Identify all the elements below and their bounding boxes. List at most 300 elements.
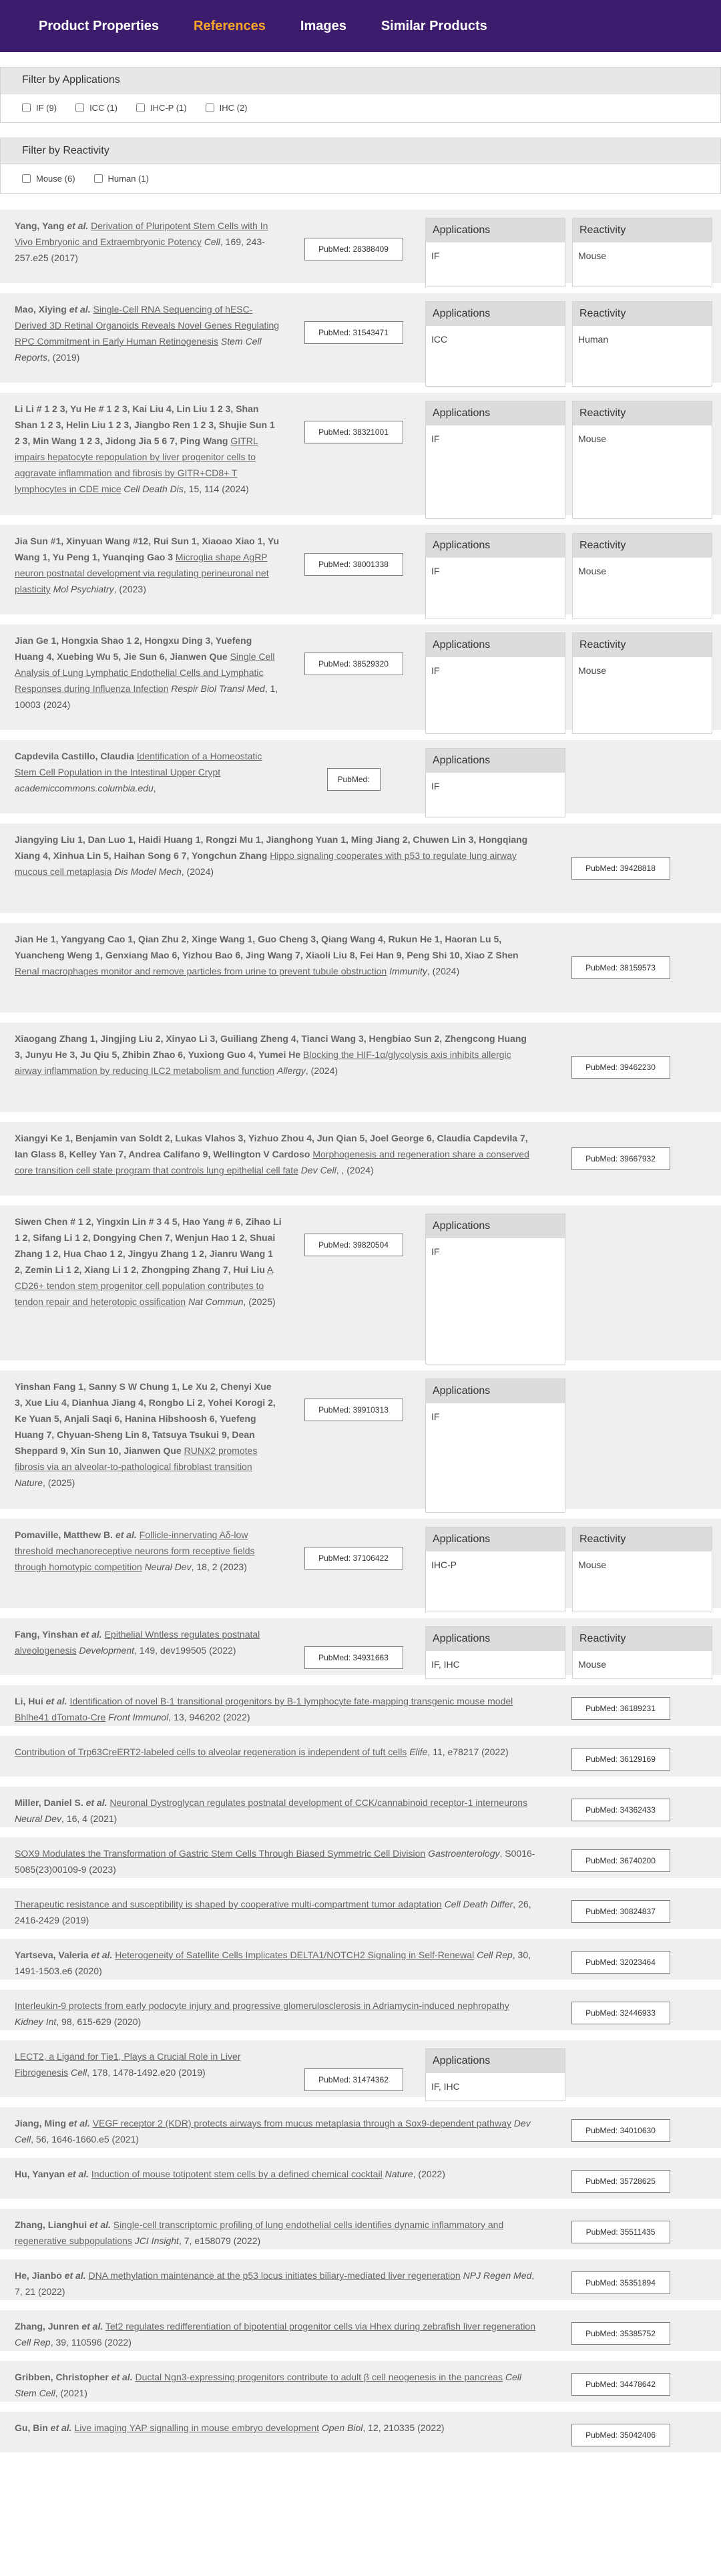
citation-volume: , 1, 10003 (2024) <box>15 683 278 710</box>
citation-volume: , (2019) <box>47 352 80 363</box>
attribute-tables <box>425 1626 712 1679</box>
citation-et-al: et al. <box>45 1696 67 1706</box>
applications-value: IF <box>431 566 440 576</box>
citation-title-link[interactable]: Derivation of Pluripotent Stem Cells with In Vivo Embryonic and Extraembryonic Potency <box>15 220 268 247</box>
citation-title-link[interactable]: Ductal Ngn3-expressing progenitors contribute to adult β cell neogenesis in the pancreas <box>135 2372 503 2382</box>
citation-title-link[interactable]: Therapeutic resistance and susceptibility is shaped by cooperative multi-compartment tumor adaptation <box>15 1899 442 1909</box>
citation-volume: , (2025) <box>43 1477 75 1488</box>
pubmed-wrap <box>282 218 425 260</box>
citation-authors: Jian He 1, Yangyang Cao 1, Qian Zhu 2, Xinge Wang 1, Guo Cheng 3, Qiang Wang 4, Rukun He 1, Haoran Lu 5, Yuancheng Weng 1, Genxiang Mao 6, Yizhou Bao 6, Jing Wang 7, Xiaoli Liu 8, Fei Han 9, Peng Shi 10, Xiao Z Shen <box>15 934 519 960</box>
citation-title-link[interactable]: A CD26+ tendon stem progenitor cell population contributes to tendon repair and heterotopic ossification <box>15 1264 274 1307</box>
reactivity-filter-checkbox-1[interactable] <box>94 174 149 184</box>
citation-authors: Zhang, Junren <box>15 2321 79 2332</box>
applications-table <box>425 2048 565 2101</box>
pubmed-wrap <box>535 2166 706 2193</box>
applications-value: IF <box>431 665 440 676</box>
citation-volume: , 98, 615-629 (2020) <box>56 2016 142 2027</box>
pubmed-button[interactable]: PubMed: 30824837 <box>571 1900 670 1923</box>
pubmed-wrap <box>535 1795 706 1821</box>
reactivity-table <box>572 401 712 519</box>
citation-journal: Open Biol <box>321 2422 363 2433</box>
reference-row <box>0 2158 721 2199</box>
reactivity-filter-checkbox-label: Mouse (6) <box>36 174 75 184</box>
pubmed-wrap <box>282 1214 425 1256</box>
applications-value: IF <box>431 250 440 261</box>
pubmed-button[interactable]: PubMed: 34478642 <box>571 2373 670 2396</box>
citation-journal: Cell Rep <box>477 1950 513 1960</box>
applications-table <box>425 1527 565 1612</box>
citation-title-link[interactable]: Blocking the HIF-1α/glycolysis axis inhibits allergic airway inflammation by reducing ILC2 metabolism and function <box>15 1049 511 1076</box>
citation-volume: , 30, 1491-1503.e6 (2020) <box>15 1950 531 1976</box>
citation-journal: Cell Death Dis <box>124 484 184 494</box>
reference-row <box>0 823 721 913</box>
pubmed-wrap <box>535 2115 706 2142</box>
pubmed-button[interactable]: PubMed: 36129169 <box>571 1748 670 1771</box>
citation-authors: Gribben, Christopher <box>15 2372 109 2382</box>
citation-title-link[interactable]: Single-Cell RNA Sequencing of hESC-Derived 3D Retinal Organoids Reveals Novel Genes Regulating RPC Commitment in Early Human Retinogenesis <box>15 304 280 347</box>
reference-row <box>0 1023 721 1112</box>
pubmed-button[interactable]: PubMed: 39667932 <box>571 1147 670 1170</box>
citation-title-link[interactable]: Single Cell Analysis of Lung Lymphatic Endothelial Cells and Lymphatic Responses during Influenza Infection <box>15 651 275 694</box>
citation <box>15 832 535 880</box>
citation-et-al: et al. <box>50 2422 72 2433</box>
citation-volume: , 7, e158079 (2022) <box>178 2235 261 2246</box>
applications-header: Applications <box>426 633 565 657</box>
citation-authors: Fang, Yinshan <box>15 1629 78 1640</box>
citation-title-link[interactable]: Tet2 regulates redifferentiation of bipotential progenitor cells via Hhex during zebrafish liver regeneration <box>105 2321 536 2332</box>
pubmed-button[interactable]: PubMed: 37106422 <box>304 1547 403 1570</box>
pubmed-wrap <box>535 832 706 880</box>
citation-volume: , (2024) <box>427 966 460 976</box>
pubmed-wrap <box>535 1998 706 2024</box>
citation-journal: Kidney Int <box>15 2016 57 2027</box>
filter-reactivity-header: Filter by Reactivity <box>0 138 721 164</box>
attribute-tables <box>425 748 565 817</box>
citation-authors: Capdevila Castillo, Claudia <box>15 751 134 761</box>
citation-title-link[interactable]: RUNX2 promotes fibrosis via an alveolar-to-pathological fibroblast transition <box>15 1445 258 1472</box>
citation-authors: Yartseva, Valeria <box>15 1950 89 1960</box>
citation <box>15 533 282 597</box>
reactivity-value: Mouse <box>578 1659 607 1670</box>
reference-row <box>0 1618 721 1675</box>
attribute-tables <box>425 632 712 734</box>
citation-journal: Nat Commun <box>188 1296 244 1307</box>
citation-journal: Cell <box>204 236 220 247</box>
reactivity-header: Reactivity <box>573 534 712 558</box>
reference-row <box>0 2412 721 2452</box>
citation-title-link[interactable]: Neuronal Dystroglycan regulates postnatal development of CCK/cannabinoid receptor-1 interneurons <box>109 1797 528 1808</box>
citation <box>15 2318 535 2350</box>
pubmed-wrap <box>282 632 425 675</box>
citation-authors: Xiangyi Ke 1, Benjamin van Soldt 2, Lukas Vlahos 3, Yizhuo Zhou 4, Jun Qian 5, Joel George 6, Claudia Capdevila 7, Ian Glass 8, Kelley Yan 7, Andrea Califano 9, Wellington V Cardoso <box>15 1133 528 1159</box>
citation <box>15 1795 535 1827</box>
pubmed-button[interactable]: PubMed: 35042406 <box>571 2424 670 2446</box>
citation-journal: Gastroenterology <box>428 1848 500 1859</box>
citation-volume: , (2024) <box>181 866 214 877</box>
pubmed-button[interactable]: PubMed: 34362433 <box>571 1799 670 1821</box>
citation-journal: Development <box>79 1645 135 1656</box>
citation-journal: Cell Death Differ <box>444 1899 513 1909</box>
applications-header: Applications <box>426 302 565 326</box>
attribute-tables <box>425 533 712 618</box>
pubmed-button[interactable]: PubMed: <box>327 768 381 791</box>
reactivity-filter-checkbox-label: Human (1) <box>107 174 149 184</box>
applications-value: IF, IHC <box>431 2081 460 2092</box>
citation-volume: , 13, 946202 (2022) <box>168 1712 250 1722</box>
reference-row <box>0 1122 721 1195</box>
pubmed-wrap <box>535 1031 706 1079</box>
citation-et-al: et al. <box>115 1529 137 1540</box>
applications-value: IF <box>431 433 440 444</box>
citation-volume: , 178, 1478-1492.e20 (2019) <box>87 2067 206 2078</box>
pubmed-button[interactable]: PubMed: 35728625 <box>571 2170 670 2193</box>
citation-volume: , (2022) <box>413 2169 445 2179</box>
citation-title-link[interactable]: GITRL impairs hepatocyte repopulation by liver progenitor cells to aggravate inflammation and fibrosis by GITR+CD8+ T lymphocytes in CDE mice <box>15 435 258 494</box>
applications-header: Applications <box>426 1214 565 1238</box>
reactivity-header: Reactivity <box>573 302 712 326</box>
citation-journal: Allergy <box>276 1065 306 1076</box>
pubmed-button[interactable]: PubMed: 34010630 <box>571 2119 670 2142</box>
citation-authors: Xiaogang Zhang 1, Jingjing Liu 2, Xinyao Li 3, Guiliang Zheng 4, Tianci Wang 3, Hengbiao Sun 2, Zhengcong Huang 3, Junyu He 3, Ju Qiu 5, Zhibin Zhao 6, Yuxiong Guo 4, Yumei He <box>15 1033 527 1060</box>
citation-et-al: et al. <box>91 1950 113 1960</box>
citation-journal: Dev Cell <box>300 1165 336 1175</box>
citation-volume: , 149, dev199505 (2022) <box>134 1645 236 1656</box>
citation-volume: , , (2024) <box>336 1165 374 1175</box>
nav-tab-images[interactable]: Images <box>300 18 346 33</box>
reference-row <box>0 210 721 283</box>
citation <box>15 2166 535 2182</box>
citation <box>15 1947 535 1979</box>
citation-title-link[interactable]: Renal macrophages monitor and remove particles from urine to prevent tubule obstruction <box>15 966 387 976</box>
pubmed-wrap <box>282 301 425 344</box>
nav-tab-references[interactable]: References <box>194 18 266 33</box>
citation-et-al: et al. <box>69 304 91 315</box>
citation-journal: Nature <box>385 2169 413 2179</box>
citation-et-al: et al. <box>64 2270 86 2281</box>
reactivity-table <box>572 533 712 618</box>
citation-title-link[interactable]: Hippo signaling cooperates with p53 to regulate lung airway mucous cell metaplasia <box>15 850 517 877</box>
citation-title-link[interactable]: Epithelial Wntless regulates postnatal alveologenesis <box>15 1629 260 1656</box>
citation-journal: Front Immunol <box>108 1712 169 1722</box>
application-filter-checkbox-2[interactable] <box>136 103 187 113</box>
reactivity-value: Mouse <box>578 665 607 676</box>
application-filter-checkbox-input[interactable] <box>75 104 84 112</box>
applications-table <box>425 218 565 287</box>
reference-row <box>0 1519 721 1608</box>
pubmed-button[interactable]: PubMed: 38159573 <box>571 956 670 979</box>
pubmed-button[interactable]: PubMed: 34931663 <box>304 1646 403 1669</box>
reference-row <box>0 1888 721 1929</box>
citation-et-al: et al. <box>85 1797 107 1808</box>
applications-value: IHC-P <box>431 1559 457 1570</box>
applications-table <box>425 401 565 519</box>
nav-tab-similar-products[interactable]: Similar Products <box>381 18 487 33</box>
citation-et-al: et al. <box>80 1629 102 1640</box>
citation-volume: , (2021) <box>55 2388 87 2398</box>
citation-et-al: et al. <box>89 2219 111 2230</box>
reactivity-header: Reactivity <box>573 633 712 657</box>
pubmed-wrap <box>535 2267 706 2294</box>
reference-row <box>0 1685 721 1726</box>
pubmed-wrap <box>535 2318 706 2345</box>
top-nav <box>0 0 721 52</box>
citation-journal: Dis Model Mech <box>114 866 182 877</box>
citation <box>15 1527 282 1575</box>
reactivity-table <box>572 301 712 387</box>
reactivity-value: Mouse <box>578 250 607 261</box>
citation <box>15 2369 535 2401</box>
citation-title-link[interactable]: Contribution of Trp63CreERT2-labeled cells to alveolar regeneration is independent of tuft cells <box>15 1746 407 1757</box>
pubmed-button[interactable]: PubMed: 39910313 <box>304 1399 403 1421</box>
citation <box>15 931 535 979</box>
citation-authors: Li Li # 1 2 3, Yu He # 1 2 3, Kai Liu 4, Lin Liu 1 2 3, Shan Shan 1 2 3, Helin Liu 1 2 3, Jiangbo Ren 1 2 3, Shujie Sun 1 2 3, Min Wang 1 2 3, Jidong Jia 5 6 7, Ping Wang <box>15 403 275 446</box>
reactivity-table <box>572 1527 712 1612</box>
citation-et-al: et al. <box>67 2169 89 2179</box>
citation-journal: Neural Dev <box>144 1561 192 1572</box>
citation-volume: , <box>153 783 156 793</box>
citation-title-link[interactable]: LECT2, a Ligand for Tie1, Plays a Crucial Role in Liver Fibrogenesis <box>15 2051 241 2078</box>
citation <box>15 748 282 796</box>
citation <box>15 401 282 497</box>
attribute-tables <box>425 1214 565 1364</box>
pubmed-wrap <box>282 1527 425 1570</box>
pubmed-wrap <box>282 401 425 443</box>
pubmed-wrap <box>282 748 425 791</box>
citation-title-link[interactable]: Microglia shape AgRP neuron postnatal development via regulating perineuronal net plasticity <box>15 552 269 594</box>
applications-table <box>425 748 565 817</box>
pubmed-button[interactable]: PubMed: 31543471 <box>304 321 403 344</box>
citation-journal: Cell Rep <box>15 2337 51 2348</box>
pubmed-button[interactable]: PubMed: 31474362 <box>304 2068 403 2091</box>
nav-tab-product-properties[interactable]: Product Properties <box>39 18 160 33</box>
applications-header: Applications <box>426 218 565 242</box>
citation <box>15 2048 282 2080</box>
pubmed-button[interactable]: PubMed: 38321001 <box>304 421 403 443</box>
citation-volume: , (2025) <box>243 1296 276 1307</box>
pubmed-button[interactable]: PubMed: 38001338 <box>304 553 403 576</box>
citation-authors: Yang, Yang <box>15 220 65 231</box>
applications-header: Applications <box>426 1379 565 1403</box>
citation-volume: , 169, 243-257.e25 (2017) <box>15 236 265 263</box>
citation <box>15 2420 535 2436</box>
pubmed-button[interactable]: PubMed: 38529320 <box>304 653 403 675</box>
citation <box>15 1744 535 1760</box>
application-filter-checkbox-0[interactable] <box>22 103 57 113</box>
pubmed-button[interactable]: PubMed: 28388409 <box>304 238 403 260</box>
citation-title-link[interactable]: Single-cell transcriptomic profiling of lung endothelial cells identifies dynamic inflammatory and regenerative subpopulations <box>15 2219 504 2246</box>
citation-authors: Yinshan Fang 1, Sanny S W Chung 1, Le Xu 2, Chenyi Xue 3, Xue Liu 4, Dianhua Jiang 4, Rongbo Li 2, Yohei Korogi 2, Ke Yuan 5, Anjali Saqi 6, Hanina Hibshoosh 6, Yuefeng Huang 7, Chyuan-Sheng Lin 8, Tatsuya Tsukui 9, Dean Sheppard 9, Xin Sun 10, Jianwen Que <box>15 1381 276 1456</box>
applications-table <box>425 1378 565 1513</box>
pubmed-button[interactable]: PubMed: 35385752 <box>571 2322 670 2345</box>
citation <box>15 2267 535 2299</box>
citation-et-al: et al. <box>67 220 89 231</box>
reference-row <box>0 393 721 515</box>
citation-volume: , 56, 1646-1660.e5 (2021) <box>31 2134 140 2145</box>
citation-volume: , (2024) <box>305 1065 338 1076</box>
applications-header: Applications <box>426 1627 565 1651</box>
application-filter-checkbox-label: ICC (1) <box>89 103 117 113</box>
reference-row <box>0 2107 721 2148</box>
citation-title-link[interactable]: Follicle-innervating Aδ-low threshold mechanoreceptive neurons form receptive fields through homotypic competition <box>15 1529 255 1572</box>
pubmed-wrap <box>535 2369 706 2396</box>
citation-journal: Elife <box>409 1746 428 1757</box>
reactivity-value: Mouse <box>578 1559 607 1570</box>
applications-table <box>425 533 565 618</box>
pubmed-button[interactable]: PubMed: 39820504 <box>304 1234 403 1256</box>
applications-value: IF <box>431 781 440 791</box>
reactivity-value: Mouse <box>578 566 607 576</box>
citation-title-link[interactable]: Live imaging YAP signalling in mouse embryo development <box>74 2422 320 2433</box>
application-filter-checkbox-1[interactable] <box>75 103 117 113</box>
pubmed-wrap <box>535 2217 706 2243</box>
citation-volume: , 26, 2416-2429 (2019) <box>15 1899 531 1925</box>
citation-volume: , 18, 2 (2023) <box>191 1561 247 1572</box>
reference-row <box>0 2259 721 2300</box>
application-filter-checkbox-input[interactable] <box>136 104 145 112</box>
reference-row <box>0 1736 721 1777</box>
filter-reactivity-options <box>0 164 721 194</box>
pubmed-button[interactable]: PubMed: 36740200 <box>571 1849 670 1872</box>
pubmed-wrap <box>535 1947 706 1974</box>
citation-volume: , 12, 210335 (2022) <box>363 2422 445 2433</box>
reference-row <box>0 1206 721 1360</box>
citation-title-link[interactable]: Identification of a Homeostatic Stem Cell Population in the Intestinal Upper Crypt <box>15 751 262 777</box>
pubmed-wrap <box>535 1130 706 1170</box>
pubmed-button[interactable]: PubMed: 39462230 <box>571 1056 670 1079</box>
attribute-tables <box>425 1378 565 1513</box>
pubmed-wrap <box>282 2048 425 2091</box>
attribute-tables <box>425 301 712 387</box>
citation-volume: , 16, 4 (2021) <box>61 1813 117 1824</box>
application-filter-checkbox-input[interactable] <box>206 104 214 112</box>
reactivity-value: Human <box>578 334 609 345</box>
citation-journal: Respir Biol Transl Med <box>171 683 265 694</box>
pubmed-button[interactable]: PubMed: 36189231 <box>571 1697 670 1720</box>
reference-row <box>0 923 721 1013</box>
citation <box>15 1378 282 1491</box>
reference-row <box>0 1939 721 1980</box>
citation-journal: NPJ Regen Med <box>463 2270 532 2281</box>
application-filter-checkbox-3[interactable] <box>206 103 248 113</box>
citation-title-link[interactable]: Heterogeneity of Satellite Cells Implicates DELTA1/NOTCH2 Signaling in Self-Renewal <box>115 1950 475 1960</box>
citation-authors: Mao, Xiying <box>15 304 67 315</box>
citation-volume: , S0016-5085(23)00109-9 (2023) <box>15 1848 535 1875</box>
citation-et-al: et al. <box>111 2372 133 2382</box>
citation-title-link[interactable]: Interleukin-9 protects from early podocyte injury and progressive glomerulosclerosis in Adriamycin-induced nephropathy <box>15 2000 509 2011</box>
pubmed-wrap <box>535 1744 706 1771</box>
citation-authors: Jia Sun #1, Xinyuan Wang #12, Rui Sun 1, Xiaoao Xiao 1, Yu Wang 1, Yu Peng 1, Yuanqing Gao 3 <box>15 536 280 562</box>
pubmed-wrap <box>535 1896 706 1923</box>
citation-authors: Siwen Chen # 1 2, Yingxin Lin # 3 4 5, Hao Yang # 6, Zihao Li 1 2, Sifang Li 1 2, Dongying Chen 7, Wenjun Hao 1 2, Shuai Zhang 1 2, Hua Chao 1 2, Jingyu Zhang 1 2, Jianru Wang 1 2, Zemin Li 1 2, Xiang Li 1 2, Zhongping Zhang 7, Hui Liu <box>15 1216 282 1275</box>
reactivity-header: Reactivity <box>573 1627 712 1651</box>
applications-table <box>425 1626 565 1679</box>
citation-journal: Immunity <box>389 966 427 976</box>
applications-header: Applications <box>426 1527 565 1551</box>
citation <box>15 1896 535 1928</box>
application-filter-checkbox-label: IHC-P (1) <box>150 103 187 113</box>
citation-journal: Cell Stem Cell <box>15 2372 521 2398</box>
citation-journal: academiccommons.columbia.edu <box>15 783 154 793</box>
reactivity-filter-checkbox-input[interactable] <box>22 174 31 183</box>
citation <box>15 1031 535 1079</box>
citation-volume: , 11, e78217 (2022) <box>427 1746 509 1757</box>
applications-value: ICC <box>431 334 448 345</box>
reference-row <box>0 1370 721 1509</box>
pubmed-button[interactable]: PubMed: 32023464 <box>571 1951 670 1974</box>
reference-row <box>0 1787 721 1827</box>
pubmed-button[interactable]: PubMed: 35351894 <box>571 2271 670 2294</box>
citation-authors: Li, Hui <box>15 1696 43 1706</box>
citation-journal: Cell <box>71 2067 87 2078</box>
citation-authors: Jian Ge 1, Hongxia Shao 1 2, Hongxu Ding 3, Yuefeng Huang 4, Xuebing Wu 5, Jie Sun 6, Jianwen Que <box>15 635 252 662</box>
citation <box>15 1130 535 1178</box>
reactivity-header: Reactivity <box>573 218 712 242</box>
application-filter-checkbox-input[interactable] <box>22 104 31 112</box>
applications-header: Applications <box>426 534 565 558</box>
citation-volume: , (2023) <box>113 584 146 594</box>
applications-table <box>425 1214 565 1364</box>
reference-row <box>0 2361 721 2402</box>
reactivity-filter-checkbox-0[interactable] <box>22 174 75 184</box>
citation-title-link[interactable]: SOX9 Modulates the Transformation of Gastric Stem Cells Through Biased Symmetric Cell Division <box>15 1848 426 1859</box>
attribute-tables <box>425 218 712 287</box>
citation <box>15 1845 535 1877</box>
pubmed-wrap <box>535 1693 706 1720</box>
reactivity-filter-checkbox-input[interactable] <box>94 174 103 183</box>
reference-row <box>0 624 721 730</box>
reactivity-table <box>572 1626 712 1679</box>
reactivity-header: Reactivity <box>573 1527 712 1551</box>
pubmed-wrap <box>282 1378 425 1421</box>
pubmed-button[interactable]: PubMed: 39428818 <box>571 857 670 880</box>
attribute-tables <box>425 2048 565 2101</box>
attribute-tables <box>425 1527 712 1612</box>
reactivity-header: Reactivity <box>573 401 712 425</box>
reactivity-table <box>572 218 712 287</box>
applications-value: IF <box>431 1246 440 1257</box>
citation-authors: He, Jianbo <box>15 2270 62 2281</box>
pubmed-wrap <box>535 2420 706 2446</box>
applications-value: IF, IHC <box>431 1659 460 1670</box>
citation-authors: Jiang, Ming <box>15 2118 66 2129</box>
pubmed-button[interactable]: PubMed: 32446933 <box>571 2002 670 2024</box>
pubmed-button[interactable]: PubMed: 35511435 <box>571 2221 670 2243</box>
citation-title-link[interactable]: Induction of mouse totipotent stem cells by a defined chemical cocktail <box>91 2169 383 2179</box>
applications-table <box>425 632 565 734</box>
citation-title-link[interactable]: VEGF receptor 2 (KDR) protects airways from mucus metaplasia through a Sox9-dependent pathway <box>92 2118 511 2129</box>
citation-journal: JCI Insight <box>134 2235 179 2246</box>
reactivity-value: Mouse <box>578 433 607 444</box>
citation-journal: Neural Dev <box>15 1813 62 1824</box>
attribute-tables <box>425 401 712 519</box>
citation-title-link[interactable]: Morphogenesis and regeneration share a conserved core transition cell state program that controls lung epithelial cell fate <box>15 1149 529 1175</box>
reference-row <box>0 1837 721 1878</box>
applications-header: Applications <box>426 401 565 425</box>
reference-row <box>0 1990 721 2030</box>
citation-volume: , 15, 114 (2024) <box>183 484 249 494</box>
citation-journal: Dev Cell <box>15 2118 531 2145</box>
citation-et-al: et al. <box>68 2118 90 2129</box>
applications-header: Applications <box>426 749 565 773</box>
citation <box>15 218 282 266</box>
filter-applications-header: Filter by Applications <box>0 67 721 94</box>
citation-journal: Nature <box>15 1477 43 1488</box>
citation <box>15 1693 535 1725</box>
application-filter-checkbox-label: IF (9) <box>36 103 57 113</box>
citation-title-link[interactable]: Identification of novel B-1 transitional progenitors by B-1 lymphocyte fate-mapping transgenic mouse model Bhlhe41 dTomato-Cre <box>15 1696 513 1722</box>
citation-title-link[interactable]: DNA methylation maintenance at the p53 locus initiates biliary-mediated liver regeneration <box>88 2270 461 2281</box>
citation-authors: Jiangying Liu 1, Dan Luo 1, Haidi Huang 1, Rongzi Mu 1, Jianghong Yuan 1, Ming Jiang 2, Chuwen Lin 3, Hongqiang Xiang 4, Xinhua Lin 5, Haihan Song 6 7, Yongchun Zhang <box>15 834 528 861</box>
